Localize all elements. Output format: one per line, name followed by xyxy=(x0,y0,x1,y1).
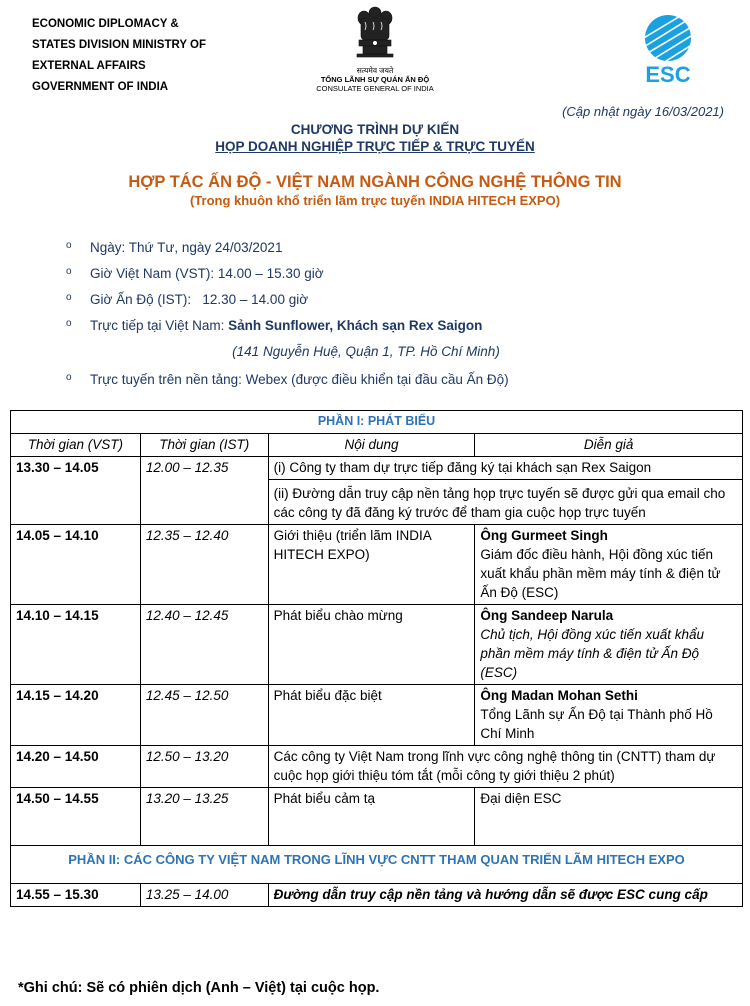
cell-speaker xyxy=(475,525,743,605)
cell-ist: 13.25 – 14.00 xyxy=(140,884,268,907)
cell-content: Phát biểu cảm tạ xyxy=(268,788,475,846)
section-2-header: PHẦN II: CÁC CÔNG TY VIỆT NAM TRONG LĨNH VỰC CNTT THAM QUAN TRIỂN LÃM HITECH EXPO xyxy=(11,846,743,884)
header-vst: Thời gian (VST) xyxy=(11,434,141,457)
program-title: CHƯƠNG TRÌNH DỰ KIẾN xyxy=(290,122,460,137)
cell-vst: 14.10 – 14.15 xyxy=(11,605,141,685)
meeting-title: HỌP DOANH NGHIỆP TRỰC TIẾP & TRỰC TUYẾN xyxy=(215,139,535,154)
main-title: HỢP TÁC ẤN ĐỘ - VIỆT NAM NGÀNH CÔNG NGHỆ THÔNG TIN xyxy=(128,173,622,191)
speaker-role: Tổng Lãnh sự Ấn Độ tại Thành phố Hồ Chí Minh xyxy=(480,707,713,741)
emblem-motto: सत्यमेव जयते xyxy=(356,66,394,75)
footnote: *Ghi chú: Sẽ có phiên dịch (Anh – Việt) tại cuộc họp. xyxy=(18,980,380,996)
cell-ist: 12.50 – 13.20 xyxy=(140,746,268,788)
table-row xyxy=(11,884,743,907)
cell-ist: 12.40 – 12.45 xyxy=(140,605,268,685)
cell-vst: 14.05 – 14.10 xyxy=(11,525,141,605)
consulate-emblem xyxy=(316,4,434,93)
header-ist: Thời gian (IST) xyxy=(140,434,268,457)
header-speaker: Diễn giả xyxy=(475,434,743,457)
info-online: o Trực tuyến trên nền tảng: Webex (được điều khiển tại đầu cầu Ấn Độ) xyxy=(66,372,509,387)
table-row xyxy=(11,605,743,685)
section-row xyxy=(11,846,743,884)
table-header-row xyxy=(11,434,743,457)
bullet-icon: o xyxy=(66,372,72,383)
cell-vst: 14.15 – 14.20 xyxy=(11,685,141,746)
section-1-header: PHẦN I: PHÁT BIỂU xyxy=(11,411,743,434)
header-content: Nội dung xyxy=(268,434,475,457)
event-info xyxy=(66,240,726,398)
update-date: (Cập nhật ngày 16/03/2021) xyxy=(562,104,724,119)
org-line: GOVERNMENT OF INDIA xyxy=(32,81,169,93)
cell-content: Các công ty Việt Nam trong lĩnh vực công nghệ thông tin (CNTT) tham dự cuộc họp giới thiệu tóm tắt (mỗi công ty giới thiệu 2 phút) xyxy=(268,746,742,788)
cell-ist: 12.00 – 12.35 xyxy=(140,457,268,525)
info-vst: o Giờ Việt Nam (VST): 14.00 – 15.30 giờ xyxy=(66,266,324,281)
esc-logo-icon xyxy=(632,12,704,88)
table-row xyxy=(11,746,743,788)
organization-block xyxy=(32,14,206,98)
bullet-icon: o xyxy=(66,266,72,277)
emblem-caption-vn: TỔNG LÃNH SỰ QUÁN ẤN ĐỘ xyxy=(320,75,430,84)
cell-vst: 14.20 – 14.50 xyxy=(11,746,141,788)
bullet-icon: o xyxy=(66,292,72,303)
venue-address: (141 Nguyễn Huệ, Quận 1, TP. Hồ Chí Minh) xyxy=(232,344,500,359)
bullet-icon: o xyxy=(66,240,72,251)
info-date: o Ngày: Thứ Tư, ngày 24/03/2021 xyxy=(66,240,283,255)
svg-text:ESC: ESC xyxy=(645,62,691,87)
cell-speaker xyxy=(475,685,743,746)
cell-ist: 12.35 – 12.40 xyxy=(140,525,268,605)
table-row xyxy=(11,788,743,846)
speaker-name: Ông Sandeep Narula xyxy=(480,608,614,623)
cell-content: Giới thiệu (triển lãm INDIA HITECH EXPO) xyxy=(268,525,475,605)
subtitle: (Trong khuôn khổ triển lãm trực tuyến INDIA HITECH EXPO) xyxy=(189,193,561,208)
agenda-table xyxy=(10,410,743,907)
emblem-caption-en: CONSULATE GENERAL OF INDIA xyxy=(316,84,434,93)
cell-vst: 14.50 – 14.55 xyxy=(11,788,141,846)
table-row xyxy=(11,685,743,746)
speaker-role: Giám đốc điều hành, Hội đồng xúc tiến xuất khẩu phần mềm máy tính & điện tử Ấn Độ (ESC) xyxy=(480,547,721,600)
cell-ist: 12.45 – 12.50 xyxy=(140,685,268,746)
cell-content: (ii) Đường dẫn truy cập nền tảng họp trực tuyến sẽ được gửi qua email cho các công ty đã đăng ký trước để tham gia cuộc họp trực tuyến xyxy=(268,480,742,525)
org-line: STATES DIVISION MINISTRY OF xyxy=(32,39,207,51)
table-row xyxy=(11,457,743,480)
cell-vst: 13.30 – 14.05 xyxy=(11,457,141,525)
bullet-icon: o xyxy=(66,318,72,329)
cell-speaker: Đại diện ESC xyxy=(475,788,743,846)
cell-speaker xyxy=(475,605,743,685)
org-line: EXTERNAL AFFAIRS xyxy=(32,60,146,72)
info-onsite: o Trực tiếp tại Việt Nam: Sảnh Sunflower, Khách sạn Rex Saigon xyxy=(66,318,483,333)
lion-capital-icon xyxy=(353,4,397,66)
speaker-name: Ông Gurmeet Singh xyxy=(480,528,608,543)
table-row xyxy=(11,525,743,605)
org-line: ECONOMIC DIPLOMACY & xyxy=(32,18,179,30)
section-row xyxy=(11,411,743,434)
speaker-name: Ông Madan Mohan Sethi xyxy=(480,688,638,703)
cell-content: Phát biểu đặc biệt xyxy=(268,685,475,746)
speaker-role: Chủ tịch, Hội đồng xúc tiến xuất khẩu phần mềm máy tính & điện tử Ấn Độ (ESC) xyxy=(480,627,704,680)
cell-content: Phát biểu chào mừng xyxy=(268,605,475,685)
cell-vst: 14.55 – 15.30 xyxy=(11,884,141,907)
cell-ist: 13.20 – 13.25 xyxy=(140,788,268,846)
info-ist: o Giờ Ấn Độ (IST): 12.30 – 14.00 giờ xyxy=(66,292,309,307)
venue-name: Sảnh Sunflower, Khách sạn Rex Saigon xyxy=(228,318,483,333)
cell-content: (i) Công ty tham dự trực tiếp đăng ký tại khách sạn Rex Saigon xyxy=(268,457,742,480)
cell-content: Đường dẫn truy cập nền tảng và hướng dẫn sẽ được ESC cung cấp xyxy=(268,884,742,907)
